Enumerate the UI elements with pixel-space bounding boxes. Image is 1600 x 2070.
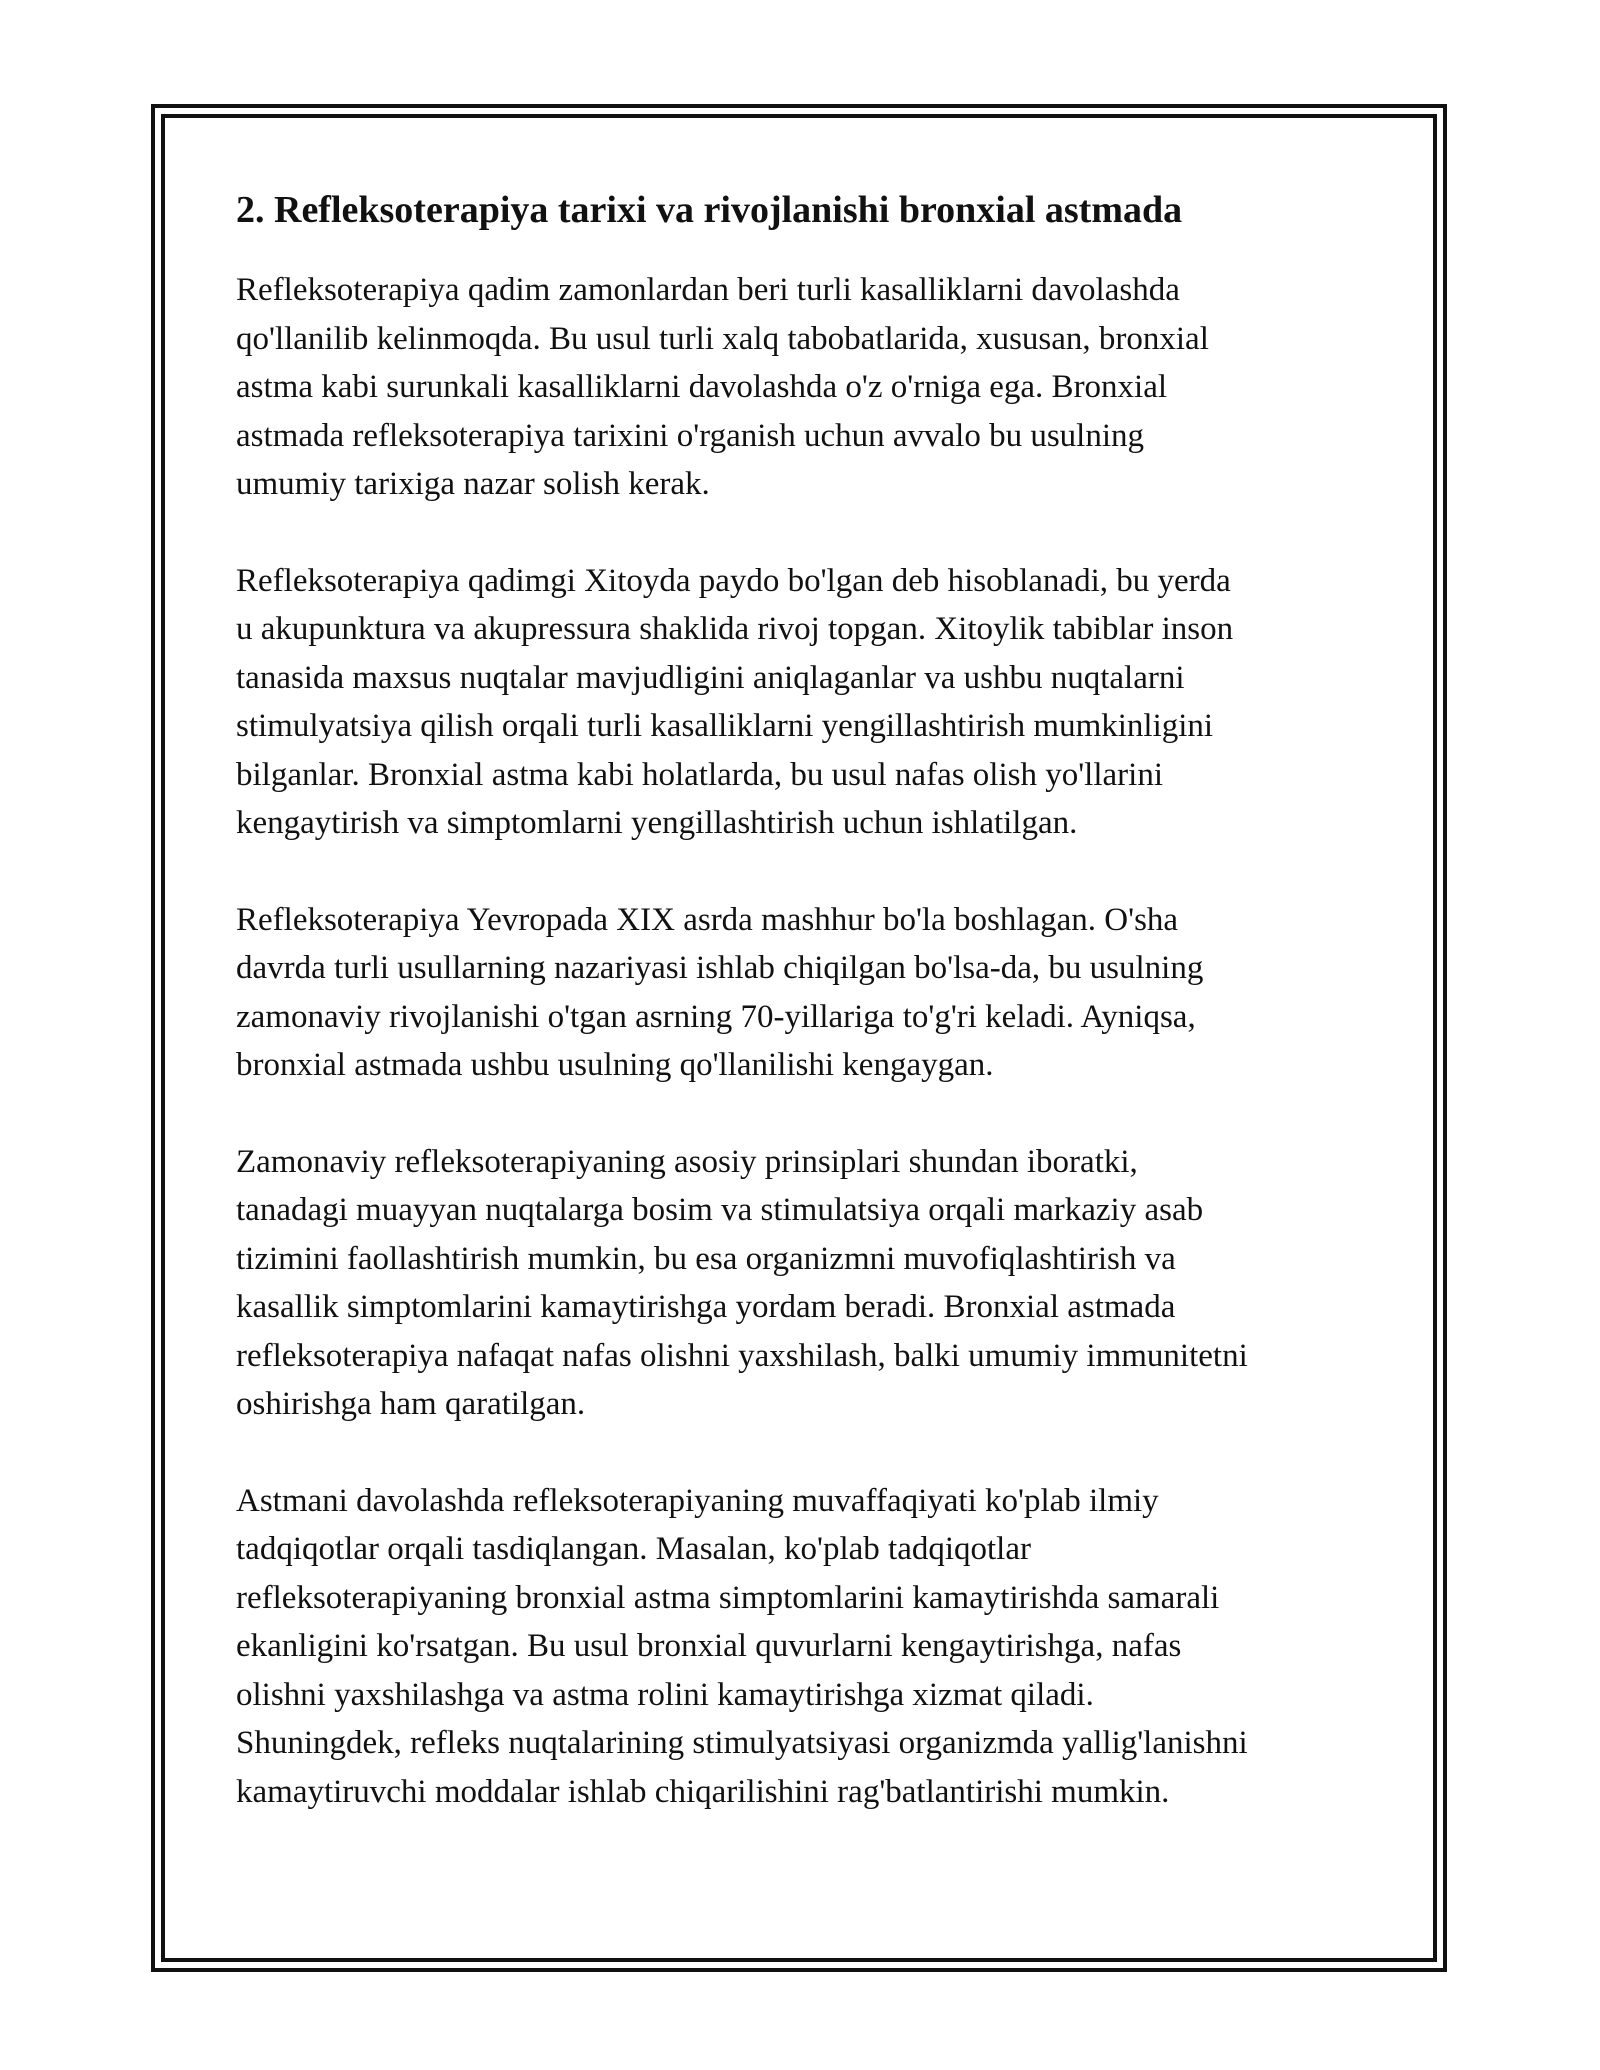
paragraph-line: u akupunktura va akupressura shaklida rivoj topgan. Xitoylik tabiblar inson xyxy=(236,611,1234,647)
paragraph-line: astma kabi surunkali kasalliklarni davolashda o'z o'rniga ega. Bronxial xyxy=(236,369,1168,405)
paragraph-line: oshirishga ham qaratilgan. xyxy=(236,1386,586,1422)
section-heading: 2. Refleksoterapiya tarixi va rivojlanishi bronxial astmada xyxy=(236,189,1183,231)
paragraph-line: qo'llanilib kelinmoqda. Bu usul turli xalq tabobatlarida, xususan, bronxial xyxy=(236,320,1209,357)
paragraph-line: Astmani davolashda refleksoterapiyaning muvaffaqiyati ko'plab ilmiy xyxy=(236,1482,1159,1519)
paragraph-line: refleksoterapiya nafaqat nafas olishni yaxshilash, balki umumiy immunitetni xyxy=(236,1337,1248,1374)
paragraph-line: Refleksoterapiya Yevropada XIX asrda mashhur bo'la boshlagan. O'sha xyxy=(236,901,1179,938)
paragraph-line: tizimini faollashtirish mumkin, bu esa organizmni muvofiqlashtirish va xyxy=(236,1240,1176,1277)
paragraph-line: tadqiqotlar orqali tasdiqlangan. Masalan, ko'plab tadqiqotlar xyxy=(236,1531,1031,1567)
paragraph-line: tanasida maxsus nuqtalar mavjudligini aniqlaganlar va ushbu nuqtalarni xyxy=(236,659,1185,696)
paragraph-line: Refleksoterapiya qadim zamonlardan beri turli kasalliklarni davolashda xyxy=(236,272,1180,308)
paragraph-line: umumiy tarixiga nazar solish kerak. xyxy=(236,466,710,502)
paragraph-5 xyxy=(236,1477,1366,1817)
paragraph-line: Refleksoterapiya qadimgi Xitoyda paydo bo'lgan deb hisoblanadi, bu yerda xyxy=(236,562,1231,599)
paragraph-line: zamonaviy rivojlanishi o'tgan asrning 70-yillariga to'g'ri keladi. Ayniqsa, xyxy=(236,998,1196,1035)
paragraph-line: kamaytiruvchi moddalar ishlab chiqarilishini rag'batlantirishi mumkin. xyxy=(236,1773,1170,1810)
document-body xyxy=(236,182,1366,1864)
paragraph-2 xyxy=(236,557,1366,848)
paragraph-line: olishni yaxshilashga va astma rolini kamaytirishga xizmat qiladi. xyxy=(236,1676,1094,1713)
paragraph-1 xyxy=(236,266,1366,509)
paragraph-line: bilganlar. Bronxial astma kabi holatlarda, bu usul nafas olish yo'llarini xyxy=(236,756,1163,793)
paragraph-line: ekanligini ko'rsatgan. Bu usul bronxial quvurlarni kengaytirishga, nafas xyxy=(236,1628,1182,1664)
paragraph-line: stimulyatsiya qilish orqali turli kasalliklarni yengillashtirish mumkinligini xyxy=(236,708,1214,744)
paragraph-line: kengaytirish va simptomlarni yengillashtirish uchun ishlatilgan. xyxy=(236,805,1078,841)
paragraph-line: bronxial astmada ushbu usulning qo'llanilishi kengaygan. xyxy=(236,1047,994,1083)
paragraph-line: kasallik simptomlarini kamaytirishga yordam beradi. Bronxial astmada xyxy=(236,1289,1176,1325)
paragraph-4 xyxy=(236,1138,1366,1429)
paragraph-line: Zamonaviy refleksoterapiyaning asosiy prinsiplari shundan iboratki, xyxy=(236,1143,1138,1180)
paragraph-3 xyxy=(236,896,1366,1090)
paragraph-line: davrda turli usullarning nazariyasi ishlab chiqilgan bo'lsa-da, bu usulning xyxy=(236,950,1204,986)
paragraph-line: tanadagi muayyan nuqtalarga bosim va stimulatsiya orqali markaziy asab xyxy=(236,1192,1204,1228)
paragraph-line: Shuningdek, refleks nuqtalarining stimulyatsiyasi organizmda yallig'lanishni xyxy=(236,1725,1248,1761)
paragraph-line: refleksoterapiyaning bronxial astma simptomlarini kamaytirishda samarali xyxy=(236,1579,1220,1616)
paragraph-line: astmada refleksoterapiya tarixini o'rganish uchun avvalo bu usulning xyxy=(236,417,1145,454)
